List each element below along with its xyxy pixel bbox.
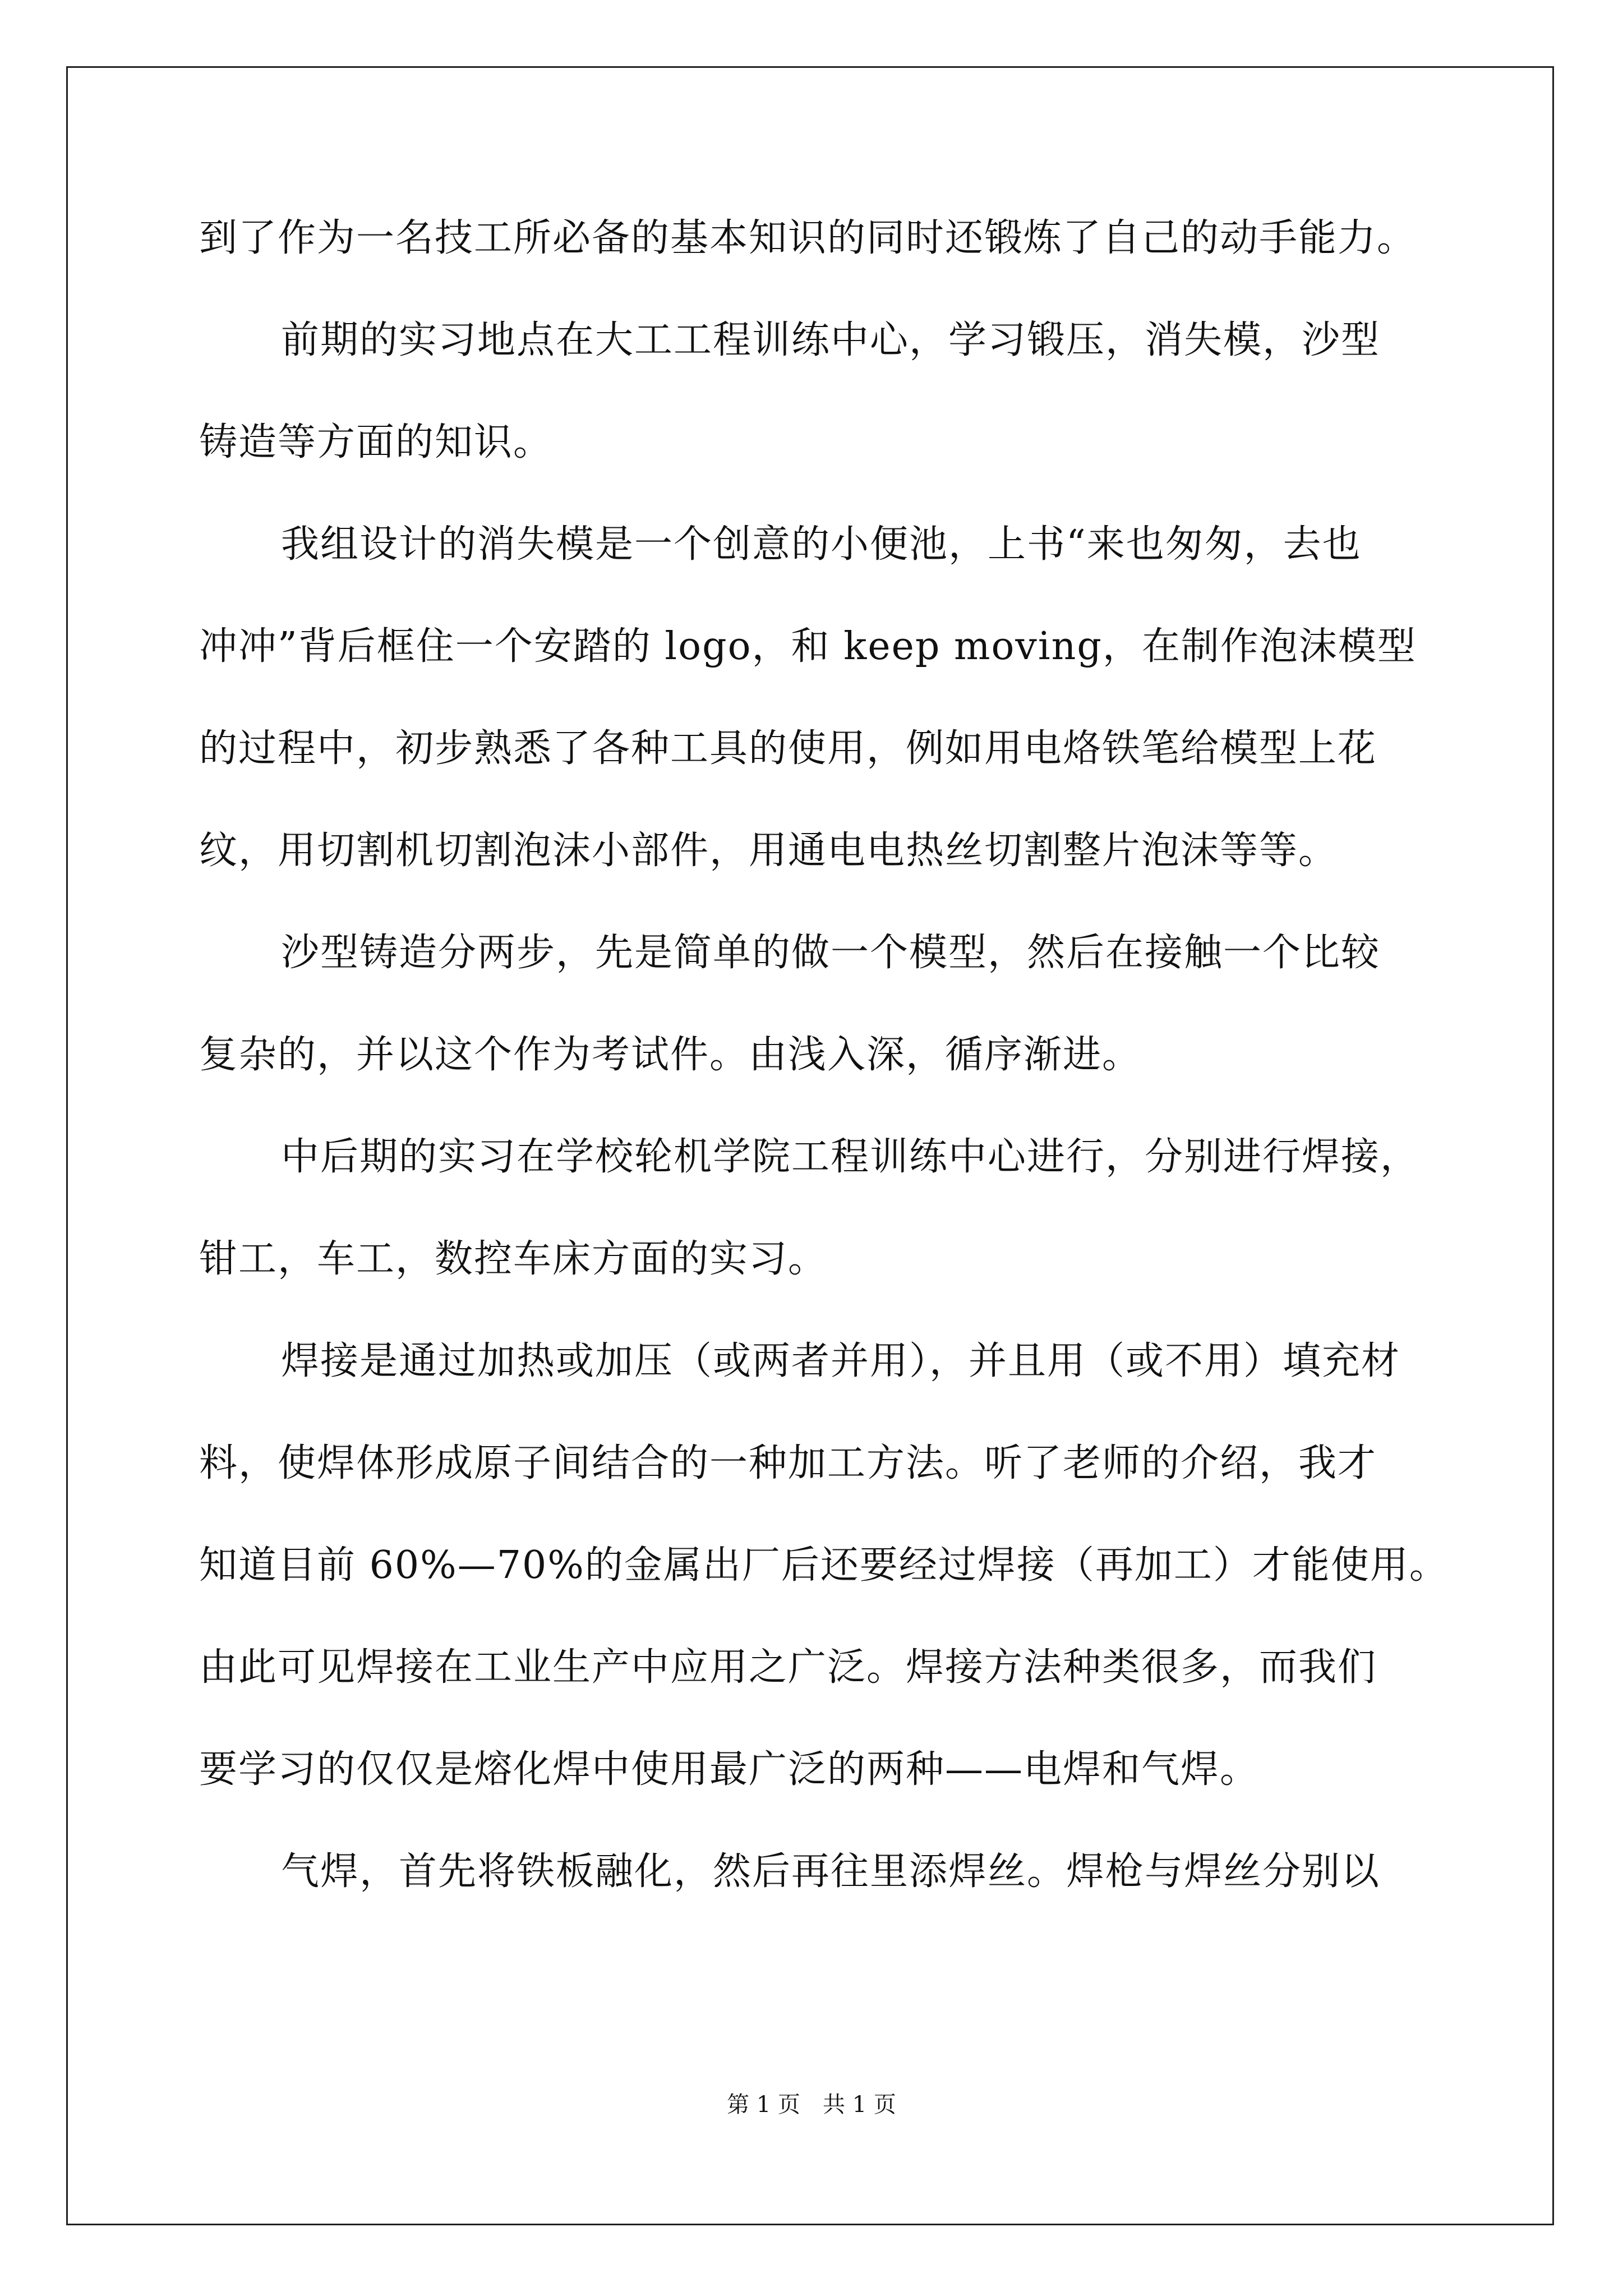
text-line: 要学习的仅仅是熔化焊中使用最广泛的两种——电焊和气焊。	[199, 1747, 1260, 1792]
text-line: 复杂的，并以这个作为考试件。由浅入深，循序渐进。	[199, 1033, 1142, 1077]
text-line: 焊接是通过加热或加压（或两者并用），并且用（或不用）填充材	[281, 1339, 1401, 1383]
text-line: 中后期的实习在学校轮机学院工程训练中心进行，分别进行焊接，	[281, 1135, 1420, 1179]
text-line: 知道目前 60%—70%的金属出厂后还要经过焊接（再加工）才能使用。	[199, 1543, 1449, 1588]
text-line: 冲冲”背后框住一个安踏的 logo，和 keep moving，在制作泡沫模型	[199, 624, 1417, 669]
text-line: 钳工，车工，数控车床方面的实习。	[199, 1237, 828, 1281]
text-line: 我组设计的消失模是一个创意的小便池，上书“来也匆匆，去也	[281, 522, 1362, 567]
text-line: 的过程中，初步熟悉了各种工具的使用，例如用电烙铁笔给模型上花	[199, 726, 1377, 771]
text-line: 前期的实习地点在大工工程训练中心，学习锻压，消失模，沙型	[281, 318, 1381, 362]
text-line: 纹，用切割机切割泡沫小部件，用通电电热丝切割整片泡沫等等。	[199, 829, 1338, 873]
text-line: 由此可见焊接在工业生产中应用之广泛。焊接方法种类很多，而我们	[199, 1645, 1377, 1690]
document-body	[199, 205, 1449, 1940]
text-line: 料，使焊体形成原子间结合的一种加工方法。听了老师的介绍，我才	[199, 1441, 1377, 1485]
text-line: 气焊，首先将铁板融化，然后再往里添焊丝。焊枪与焊丝分别以	[281, 1849, 1381, 1894]
text-line: 铸造等方面的知识。	[199, 420, 553, 464]
text-line: 沙型铸造分两步，先是简单的做一个模型，然后在接触一个比较	[281, 931, 1381, 975]
text-line: 到了作为一名技工所必备的基本知识的同时还锻炼了自己的动手能力。	[199, 216, 1417, 260]
page-footer: 第 1 页 共 1 页	[727, 2092, 896, 2118]
